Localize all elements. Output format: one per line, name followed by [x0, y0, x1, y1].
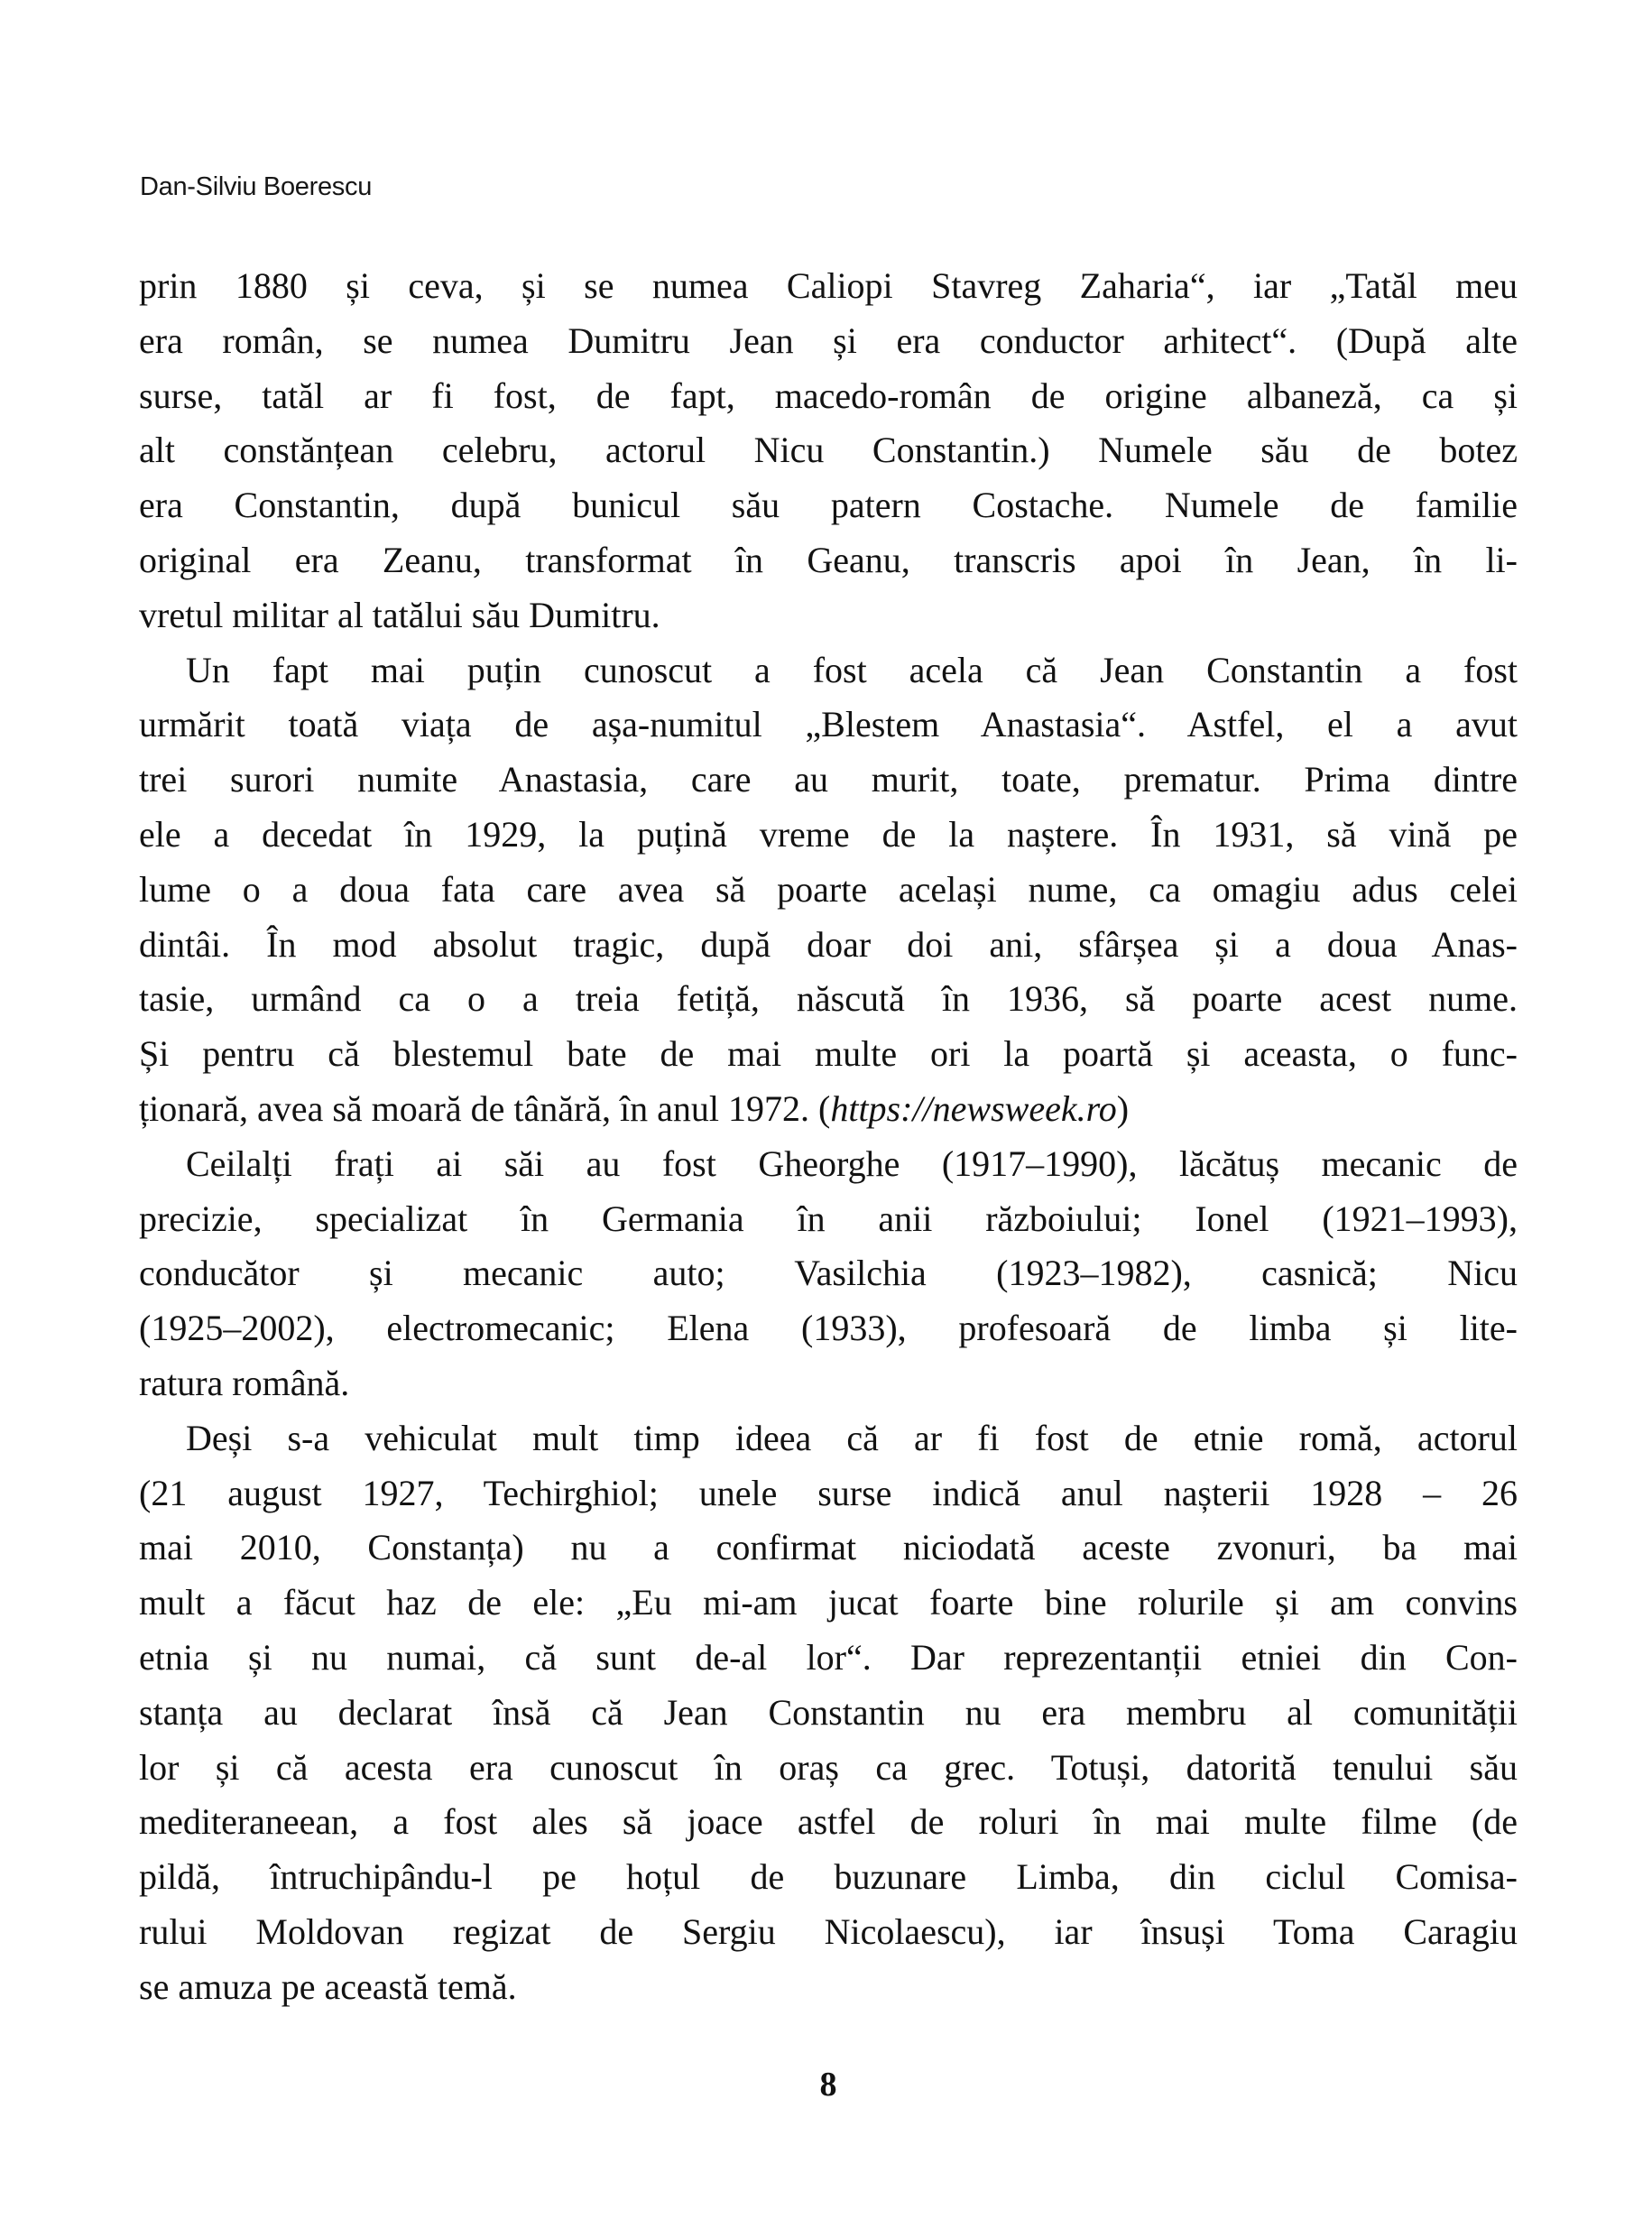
text-line: era român, se numea Dumitru Jean și era conductor arhitect“. (După alte — [139, 319, 1518, 361]
text-line: Un fapt mai puțin cunoscut a fost acela că Jean Constantin a fost — [186, 649, 1518, 690]
text-line: urmărit toată viața de așa-numitul „Blestem Anastasia“. Astfel, el a avut — [139, 704, 1518, 745]
text-line: tasie, urmând ca o a treia fetiță, născută în 1936, să poarte acest nume. — [139, 978, 1518, 1020]
text-line: era Constantin, după bunicul său patern Costache. Numele de familie — [139, 485, 1518, 526]
text-line: rului Moldovan regizat de Sergiu Nicolaescu), iar însuși Toma Caragiu — [139, 1910, 1518, 1952]
text-line: vretul militar al tatălui său Dumitru. — [139, 594, 660, 635]
text-line: mult a făcut haz de ele: „Eu mi-am jucat foarte bine rolurile și am convins — [139, 1582, 1518, 1623]
body-text — [139, 259, 1518, 2015]
text-line: ele a decedat în 1929, la puțină vreme de la naștere. În 1931, să vină pe — [139, 813, 1518, 855]
paragraph — [139, 1137, 1518, 1411]
text-line: Ceilalți frați ai săi au fost Gheorghe (1917–1990), lăcătuș mecanic de — [186, 1142, 1518, 1184]
text-segment: ționară, avea să moară de tânără, în anul 1972. ( — [139, 1087, 831, 1129]
text-line: trei surori numite Anastasia, care au murit, toate, prematur. Prima dintre — [139, 759, 1518, 800]
text-line — [139, 1082, 1518, 1137]
text-line: lume o a doua fata care avea să poarte același nume, ca omagiu adus celei — [139, 868, 1518, 910]
text-line: alt constănțean celebru, actorul Nicu Constantin.) Numele său de botez — [139, 430, 1518, 471]
text-line: prin 1880 și ceva, și se numea Caliopi Stavreg Zaharia“, iar „Tatăl meu — [139, 265, 1518, 306]
text-line: se amuza pe această temă. — [139, 1965, 517, 2007]
text-line: dintâi. În mod absolut tragic, după doar doi ani, sfârșea și a doua Anas- — [139, 923, 1518, 965]
text-line: pildă, întruchipându-l pe hoțul de buzunare Limba, din ciclul Comisa- — [139, 1856, 1518, 1898]
text-line: Și pentru că blestemul bate de mai multe ori la poartă și aceasta, o func- — [139, 1033, 1518, 1075]
text-line: mediteraneean, a fost ales să joace astfel de roluri în mai multe filme (de — [139, 1801, 1518, 1843]
text-segment: ) — [1116, 1087, 1130, 1129]
text-line: mai 2010, Constanța) nu a confirmat niciodată aceste zvonuri, ba mai — [139, 1527, 1518, 1568]
paragraph — [139, 1411, 1518, 2015]
page-number: 8 — [819, 2066, 837, 2104]
text-line: stanța au declarat însă că Jean Constantin nu era membru al comunității — [139, 1691, 1518, 1733]
text-line: (21 august 1927, Techirghiol; unele surse indică anul nașterii 1928 – 26 — [139, 1472, 1518, 1513]
text-line: Deși s-a vehiculat mult timp ideea că ar fi fost de etnie romă, actorul — [186, 1417, 1518, 1458]
text-line: ratura română. — [139, 1362, 350, 1403]
paragraph — [139, 643, 1518, 1137]
text-line: conducător și mecanic auto; Vasilchia (1923–1982), casnică; Nicu — [139, 1253, 1518, 1294]
text-line: (1925–2002), electromecanic; Elena (1933), profesoară de limba și lite- — [139, 1308, 1518, 1349]
paragraph — [139, 259, 1518, 643]
text-line: precizie, specializat în Germania în anii războiului; Ionel (1921–1993), — [139, 1198, 1518, 1239]
running-header: Dan-Silviu Boerescu — [140, 172, 373, 201]
text-line: original era Zeanu, transformat în Geanu, transcris apoi în Jean, în li- — [139, 539, 1518, 580]
url-text: https://newsweek.ro — [830, 1087, 1117, 1129]
text-line: surse, tatăl ar fi fost, de fapt, macedo-român de origine albaneză, ca și — [139, 375, 1518, 416]
text-line: etnia și nu numai, că sunt de-al lor“. Dar reprezentanții etniei din Con- — [139, 1636, 1518, 1678]
text-line: lor și că acesta era cunoscut în oraș ca grec. Totuși, datorită tenului său — [139, 1746, 1518, 1788]
